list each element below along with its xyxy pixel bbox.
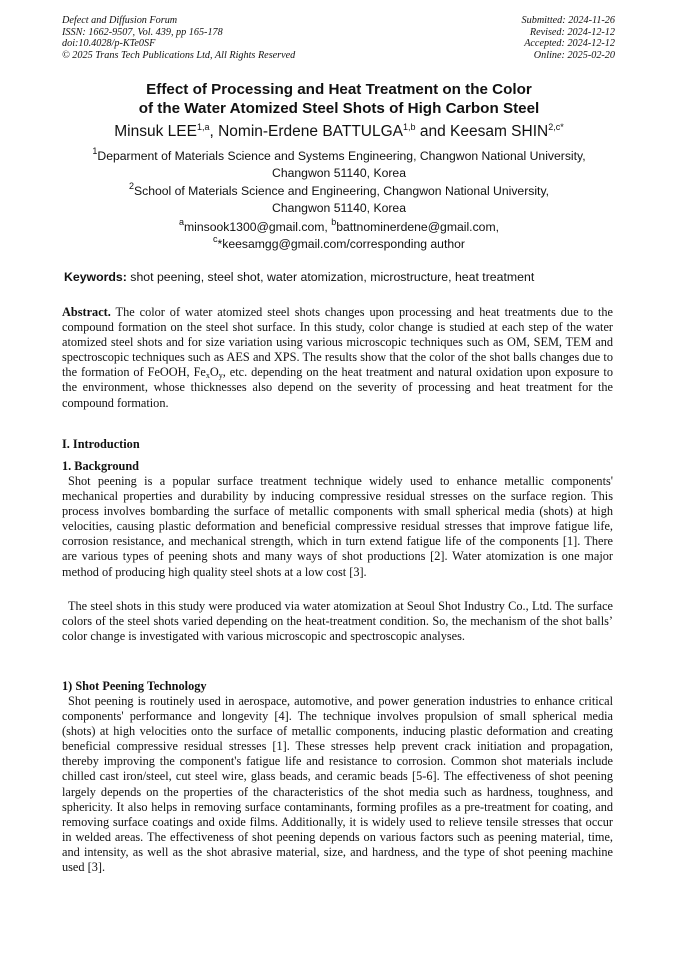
- journal-name: Defect and Diffusion Forum: [62, 15, 178, 26]
- paragraph-text: The steel shots in this study were produced via water atomization at Seoul Shot Industry Co., Ltd. The surface colors of the steel shots varied depending on the heat-treatment condition. So, the mechanism of the shot balls’ color change is investigated with various microscopic and spectroscopic analyses.: [62, 599, 613, 644]
- affiliation-1-line-1: Deparment of Materials Science and Systems Engineering, Changwon National University,: [97, 149, 586, 163]
- email-a: minsook1300@gmail.com,: [184, 220, 332, 234]
- journal-info: [62, 15, 295, 61]
- keywords-label: Keywords:: [64, 270, 127, 284]
- formula-subscript-x: x: [205, 371, 210, 381]
- email-c-marker: c: [213, 234, 218, 244]
- paper-title: [40, 80, 638, 118]
- formula-subscript-y: y: [218, 371, 223, 381]
- paragraph-shot-peening: [62, 694, 613, 875]
- email-b: battnominerdene@gmail.com,: [336, 220, 499, 234]
- abstract-text: The color of water atomized steel shots changes upon processing and heat treatments due to the compound formation on the steel shot surface. In this study, color change is studied at each step of the water atomized steel shots and for size variation using various microscopic techniques such as OM, SEM, TEM and spectroscopic techniques such as AES and XPS. The results show that the color of the shot balls changes due to the formation of FeOOH, Fe: [62, 305, 613, 380]
- email-c: *keesamgg@gmail.com/corresponding author: [217, 237, 465, 251]
- online-date: Online: 2025-02-20: [533, 49, 615, 61]
- affiliation-1-line-2: Changwon 51140, Korea: [272, 166, 406, 180]
- abstract-label: Abstract.: [62, 305, 111, 319]
- author-emails: [40, 219, 638, 253]
- affiliation-2-marker: 2: [128, 181, 134, 191]
- formula-oxygen: O: [209, 365, 219, 380]
- keywords: [64, 269, 624, 285]
- issn: ISSN: 1662-9507, Vol. 439, pp 165-178: [62, 26, 223, 38]
- author-separator: ,: [209, 123, 219, 140]
- paragraph-text: Shot peening is a popular surface treatment technique widely used to enhance metallic components' mechanical properties and durability by inducing compressive residual stresses on the surface region. This process involves bombarding the surface of metallic components with small spherical media (shots) at high velocities, causing plastic deformation and beneficial compressive residual stresses that improve fatigue life, corrosion resistance, and mechanical strength, which in turn extend fatigue life of the components [1]. There are various types of peening shots and many ways of shot productions [2]. Water atomization is one major method of producing high quality steel shots at a low cost [3].: [62, 474, 613, 579]
- paragraph-text: Shot peening is routinely used in aerospace, automotive, and power generation industries to enhance critical components' performance and longevity [4]. The technique involves propulsion of small spherical media (shots) at high velocities onto the surface of metallic components, inducing plastic deformation and creating beneficial compressive residual stresses [1]. These stresses help prevent crack initiation and propagation, thereby improving the component's fatigue life and resistance to corrosion. Common shot materials include chilled cast iron/steel, cut steel wire, glass beads, and ceramic beads [5-6]. The effectiveness of shot peening largely depends on the properties of the characteristics of the shot media such as hardness, toughness, and sphericity. It also helps in removing surface contaminants, forming profiles as a pre-treatment for coating, and removing surface coatings and oxide films. Additionally, it is widely used to relieve tensile stresses that occur in welded areas. The effectiveness of shot peening depends on various factors such as peening material, time, and intensity, as well as the shot abrasive material, size, and hardness, and the type of shot peening machine used [3].: [62, 694, 613, 875]
- publication-dates: [522, 15, 615, 61]
- abstract-text-end: , etc. depending on the heat treatment and natural oxidation upon exposure to the environment, whose thicknesses also depend on the severity of processing and heat treatment for the compound formation.: [62, 365, 613, 410]
- affiliation-1-marker: 1: [92, 146, 98, 156]
- subsection-heading-background: 1. Background: [62, 459, 139, 473]
- author-list: [40, 122, 638, 142]
- author-separator: and: [415, 123, 451, 140]
- section-heading-introduction: I. Introduction: [62, 437, 140, 451]
- subsection-heading-shot-peening: 1) Shot Peening Technology: [62, 679, 207, 693]
- affiliation-2-line-2: Changwon 51140, Korea: [272, 201, 406, 215]
- affiliation-2: [40, 183, 638, 217]
- copyright: © 2025 Trans Tech Publications Ltd, All Rights Reserved: [62, 49, 296, 61]
- email-a-marker: a: [179, 217, 185, 227]
- paragraph-background-1: [62, 474, 613, 580]
- title-line-2: of the Water Atomized Steel Shots of High Carbon Steel: [138, 100, 540, 117]
- submitted-date: Submitted: 2024-11-26: [521, 15, 615, 26]
- author-1-affil: 1,a: [196, 122, 210, 132]
- paragraph-background-2: [62, 599, 613, 644]
- author-2: Nomin-Erdene BATTULGA: [218, 123, 404, 140]
- affiliation-2-line-1: School of Materials Science and Engineering, Changwon National University,: [133, 184, 550, 198]
- title-line-1: Effect of Processing and Heat Treatment on the Color: [146, 81, 532, 98]
- affiliation-1: [40, 148, 638, 182]
- revised-date: Revised: 2024-12-12: [529, 26, 615, 38]
- author-3: Keesam SHIN: [450, 123, 549, 140]
- email-b-marker: b: [331, 217, 337, 227]
- abstract: [62, 305, 613, 411]
- doi: doi:10.4028/p-KTe0SF: [62, 38, 156, 50]
- author-1: Minsuk LEE: [114, 123, 197, 140]
- keywords-text: shot peening, steel shot, water atomization, microstructure, heat treatment: [126, 270, 535, 284]
- author-2-affil: 1,b: [403, 122, 416, 132]
- author-3-affil: 2,c*: [548, 122, 564, 132]
- accepted-date: Accepted: 2024-12-12: [524, 38, 615, 50]
